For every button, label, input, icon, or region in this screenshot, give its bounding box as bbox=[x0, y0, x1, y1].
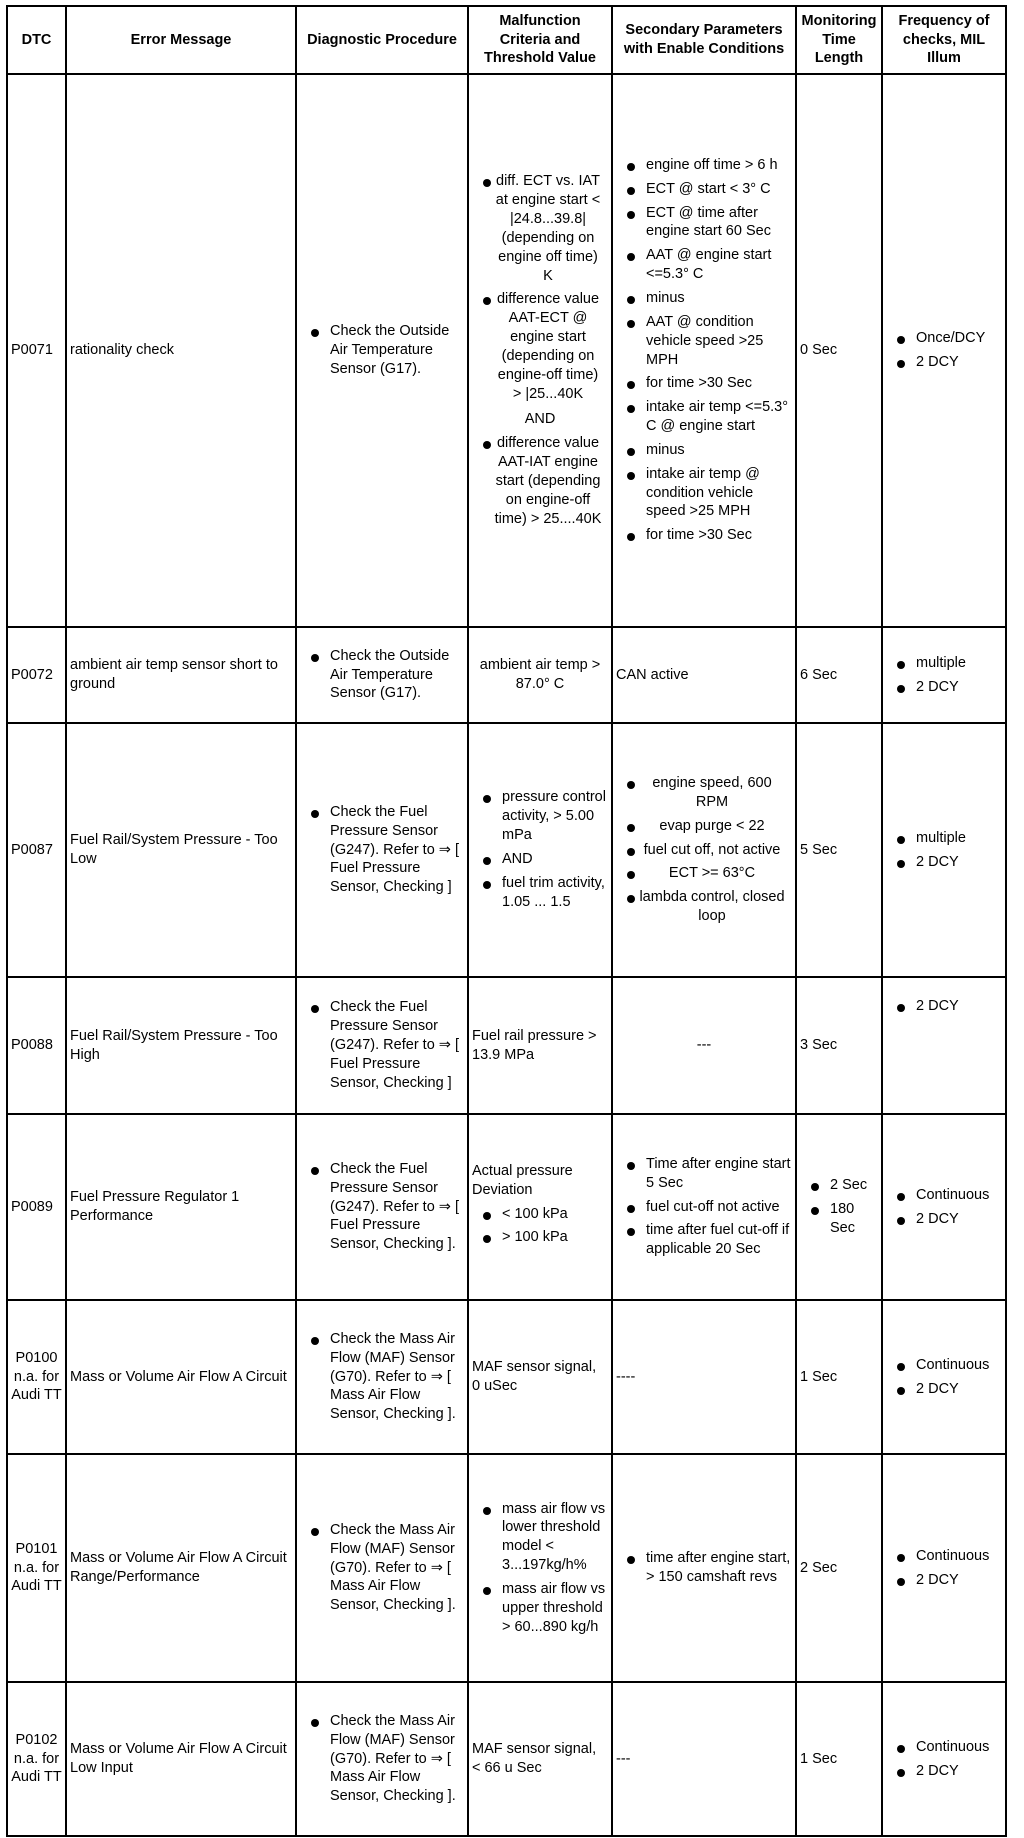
secondary-item: ECT @ time after engine start 60 Sec bbox=[616, 204, 792, 242]
criteria-item: < 100 kPa bbox=[472, 1205, 608, 1224]
secondary-parameters: --- bbox=[612, 977, 796, 1114]
criteria-item: pressure control activity, > 5.00 mPa bbox=[472, 788, 608, 845]
secondary-item: AAT @ engine start <=5.3° C bbox=[616, 246, 792, 284]
procedure-item: Check the Outside Air Temperature Sensor (G17). bbox=[300, 322, 464, 379]
secondary-parameters: ---- bbox=[612, 1300, 796, 1454]
secondary-item: time after engine start, > 150 camshaft revs bbox=[616, 1549, 792, 1587]
malfunction-criteria bbox=[468, 723, 612, 977]
procedure-item: Check the Mass Air Flow (MAF) Sensor (G70). Refer to ⇒ [ Mass Air Flow Sensor, Checking ]. bbox=[300, 1330, 464, 1424]
procedure-item: Check the Fuel Pressure Sensor (G247). Refer to ⇒ [ Fuel Pressure Sensor, Checking ] bbox=[300, 998, 464, 1092]
criteria-item: diff. ECT vs. IAT at engine start < |24.8...39.8| (depending on engine off time) K bbox=[472, 172, 608, 285]
error-message: Mass or Volume Air Flow A Circuit Low Input bbox=[66, 1682, 296, 1836]
criteria-item: AND bbox=[472, 850, 608, 869]
monitoring-time: 5 Sec bbox=[796, 723, 882, 977]
malfunction-criteria: MAF sensor signal, 0 uSec bbox=[468, 1300, 612, 1454]
frequency-item: Continuous bbox=[886, 1738, 1002, 1757]
error-message: ambient air temp sensor short to ground bbox=[66, 627, 296, 723]
procedure-item: Check the Fuel Pressure Sensor (G247). Refer to ⇒ [ Fuel Pressure Sensor, Checking ]. bbox=[300, 1160, 464, 1254]
secondary-item: ECT >= 63°C bbox=[616, 864, 792, 883]
secondary-item: evap purge < 22 bbox=[616, 817, 792, 836]
secondary-parameters bbox=[612, 1114, 796, 1300]
monitoring-item: 180 Sec bbox=[800, 1200, 878, 1238]
secondary-item: minus bbox=[616, 289, 792, 308]
criteria-and: AND bbox=[524, 410, 556, 427]
secondary-item: for time >30 Sec bbox=[616, 526, 792, 545]
dtc-code: P0071 bbox=[7, 74, 66, 627]
frequency-item: Continuous bbox=[886, 1547, 1002, 1566]
criteria-item: mass air flow vs lower threshold model < 3...197kg/h% bbox=[472, 1500, 608, 1575]
dtc-code: P0088 bbox=[7, 977, 66, 1114]
diagnostic-procedure bbox=[296, 1682, 468, 1836]
secondary-item: fuel cut-off not active bbox=[616, 1198, 792, 1217]
table-row bbox=[7, 977, 1006, 1114]
secondary-item: ECT @ start < 3° C bbox=[616, 180, 792, 199]
secondary-parameters bbox=[612, 1454, 796, 1682]
frequency bbox=[882, 1300, 1006, 1454]
frequency bbox=[882, 1682, 1006, 1836]
dtc-code: P0089 bbox=[7, 1114, 66, 1300]
table-row bbox=[7, 627, 1006, 723]
dtc-code: P0102 n.a. for Audi TT bbox=[7, 1682, 66, 1836]
diagnostic-procedure bbox=[296, 1454, 468, 1682]
frequency-item: multiple bbox=[886, 654, 1002, 673]
monitoring-time: 1 Sec bbox=[796, 1300, 882, 1454]
frequency-item: 2 DCY bbox=[886, 1380, 1002, 1399]
frequency-item: 2 DCY bbox=[886, 1571, 1002, 1590]
frequency bbox=[882, 74, 1006, 627]
monitoring-time: 1 Sec bbox=[796, 1682, 882, 1836]
monitoring-time: 6 Sec bbox=[796, 627, 882, 723]
secondary-item: minus bbox=[616, 441, 792, 460]
header-frequency: Frequency of checks, MIL Illum bbox=[882, 6, 1006, 74]
criteria-text: Actual pressure Deviation bbox=[472, 1162, 573, 1198]
error-message: Fuel Pressure Regulator 1 Performance bbox=[66, 1114, 296, 1300]
malfunction-criteria bbox=[468, 74, 612, 627]
secondary-item: fuel cut off, not active bbox=[616, 841, 792, 860]
secondary-parameters: CAN active bbox=[612, 627, 796, 723]
table-row bbox=[7, 1300, 1006, 1454]
criteria-item: mass air flow vs upper threshold > 60...890 kg/h bbox=[472, 1580, 608, 1637]
header-dtc: DTC bbox=[7, 6, 66, 74]
secondary-parameters bbox=[612, 723, 796, 977]
malfunction-criteria bbox=[468, 1114, 612, 1300]
frequency-item: 2 DCY bbox=[886, 353, 1002, 372]
monitoring-time: 2 Sec bbox=[796, 1454, 882, 1682]
frequency-item: 2 DCY bbox=[886, 678, 1002, 697]
header-malfunction-criteria: Malfunction Criteria and Threshold Value bbox=[468, 6, 612, 74]
secondary-item: for time >30 Sec bbox=[616, 374, 792, 393]
frequency-item: 2 DCY bbox=[886, 853, 1002, 872]
secondary-parameters bbox=[612, 74, 796, 627]
procedure-item: Check the Outside Air Temperature Sensor (G17). bbox=[300, 647, 464, 704]
diagnostic-procedure bbox=[296, 1300, 468, 1454]
procedure-item: Check the Fuel Pressure Sensor (G247). Refer to ⇒ [ Fuel Pressure Sensor, Checking ] bbox=[300, 803, 464, 897]
criteria-item: fuel trim activity, 1.05 ... 1.5 bbox=[472, 874, 608, 912]
secondary-item: intake air temp <=5.3° C @ engine start bbox=[616, 398, 792, 436]
error-message: Mass or Volume Air Flow A Circuit Range/Performance bbox=[66, 1454, 296, 1682]
table-row bbox=[7, 723, 1006, 977]
table-row bbox=[7, 1114, 1006, 1300]
frequency-item: Continuous bbox=[886, 1186, 1002, 1205]
frequency-item: 2 DCY bbox=[886, 997, 1002, 1016]
header-monitoring-time: Monitoring Time Length bbox=[796, 6, 882, 74]
secondary-item: engine speed, 600 RPM bbox=[616, 774, 792, 812]
frequency bbox=[882, 977, 1006, 1114]
error-message: rationality check bbox=[66, 74, 296, 627]
malfunction-criteria: ambient air temp > 87.0° C bbox=[468, 627, 612, 723]
dtc-code: P0100 n.a. for Audi TT bbox=[7, 1300, 66, 1454]
diagnostic-procedure bbox=[296, 977, 468, 1114]
frequency bbox=[882, 723, 1006, 977]
malfunction-criteria bbox=[468, 1454, 612, 1682]
diagnostic-procedure bbox=[296, 1114, 468, 1300]
dtc-code: P0101 n.a. for Audi TT bbox=[7, 1454, 66, 1682]
malfunction-criteria: MAF sensor signal, < 66 u Sec bbox=[468, 1682, 612, 1836]
error-message: Fuel Rail/System Pressure - Too Low bbox=[66, 723, 296, 977]
frequency bbox=[882, 627, 1006, 723]
table-row bbox=[7, 1454, 1006, 1682]
procedure-item: Check the Mass Air Flow (MAF) Sensor (G70). Refer to ⇒ [ Mass Air Flow Sensor, Checking ]. bbox=[300, 1521, 464, 1615]
frequency-item: multiple bbox=[886, 829, 1002, 848]
monitoring-time: 0 Sec bbox=[796, 74, 882, 627]
secondary-item: intake air temp @ condition vehicle speed >25 MPH bbox=[616, 465, 792, 522]
error-message: Fuel Rail/System Pressure - Too High bbox=[66, 977, 296, 1114]
dtc-table bbox=[6, 5, 1007, 1837]
secondary-item: lambda control, closed loop bbox=[616, 888, 792, 926]
secondary-item: Time after engine start 5 Sec bbox=[616, 1155, 792, 1193]
table-row bbox=[7, 1682, 1006, 1836]
secondary-item: time after fuel cut-off if applicable 20 Sec bbox=[616, 1221, 792, 1259]
secondary-item: AAT @ condition vehicle speed >25 MPH bbox=[616, 313, 792, 370]
dtc-code: P0072 bbox=[7, 627, 66, 723]
secondary-item: engine off time > 6 h bbox=[616, 156, 792, 175]
diagnostic-procedure bbox=[296, 723, 468, 977]
monitoring-time: 3 Sec bbox=[796, 977, 882, 1114]
frequency bbox=[882, 1114, 1006, 1300]
header-secondary-parameters: Secondary Parameters with Enable Conditions bbox=[612, 6, 796, 74]
criteria-item: difference value AAT-ECT @ engine start (depending on engine-off time) > |25...40K bbox=[472, 290, 608, 403]
diagnostic-procedure bbox=[296, 74, 468, 627]
criteria-item: > 100 kPa bbox=[472, 1228, 608, 1247]
malfunction-criteria: Fuel rail pressure > 13.9 MPa bbox=[468, 977, 612, 1114]
header-row bbox=[7, 6, 1006, 74]
header-error-message: Error Message bbox=[66, 6, 296, 74]
diagnostic-procedure bbox=[296, 627, 468, 723]
frequency bbox=[882, 1454, 1006, 1682]
procedure-item: Check the Mass Air Flow (MAF) Sensor (G70). Refer to ⇒ [ Mass Air Flow Sensor, Checking ]. bbox=[300, 1712, 464, 1806]
frequency-item: 2 DCY bbox=[886, 1762, 1002, 1781]
table-row bbox=[7, 74, 1006, 627]
frequency-item: Once/DCY bbox=[886, 329, 1002, 348]
error-message: Mass or Volume Air Flow A Circuit bbox=[66, 1300, 296, 1454]
monitoring-item: 2 Sec bbox=[800, 1176, 878, 1195]
header-diagnostic-procedure: Diagnostic Procedure bbox=[296, 6, 468, 74]
dtc-code: P0087 bbox=[7, 723, 66, 977]
criteria-item: difference value AAT-IAT engine start (depending on engine-off time) > 25....40K bbox=[472, 434, 608, 528]
frequency-item: Continuous bbox=[886, 1356, 1002, 1375]
secondary-parameters: --- bbox=[612, 1682, 796, 1836]
frequency-item: 2 DCY bbox=[886, 1210, 1002, 1229]
monitoring-time bbox=[796, 1114, 882, 1300]
